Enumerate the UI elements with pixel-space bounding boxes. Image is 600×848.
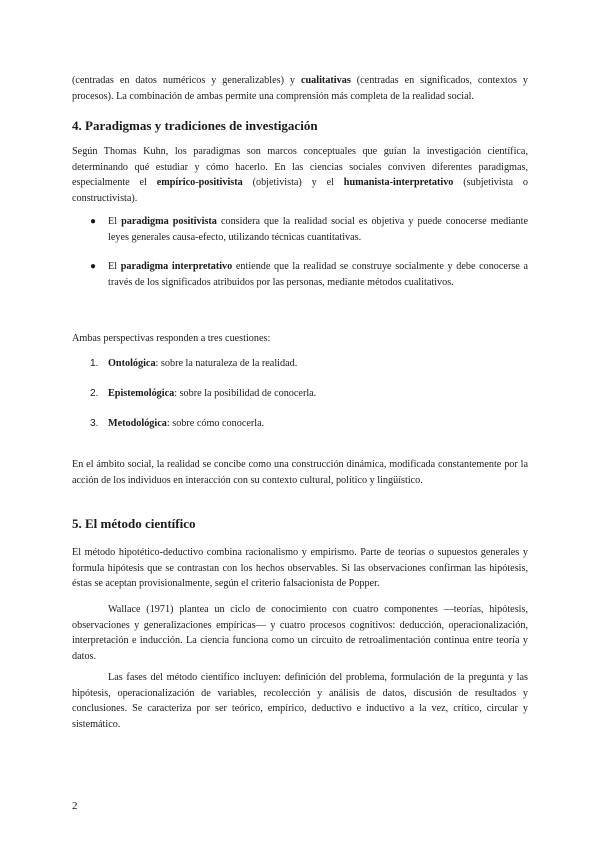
list-number: 1.	[90, 358, 99, 369]
list-number: 3.	[90, 418, 99, 429]
ambas-intro: Ambas perspectivas responden a tres cuestiones:	[72, 333, 271, 344]
section-5-paragraph-2: Wallace (1971) plantea un ciclo de conocimiento con cuatro componentes —teorías, hipótesis, observaciones y generalizaciones empíricas— y cuatro procesos cognitivos: deducción, operacionalización, interpretación e inducción. La ciencia funciona como un circuito de retroalimentación continua entre teoría y datos.	[72, 604, 528, 662]
section-4-closing: En el ámbito social, la realidad se concibe como una construcción dinámica, modificada constantemente por la acción de los individuos en interacción con su contexto cultural, político y lingüístico.	[72, 459, 528, 486]
section-5-paragraph-3: Las fases del método científico incluyen: definición del problema, formulación de la pregunta y las hipótesis, operacionalización de variables, recolección y análisis de datos, discusión de resultados y conclusiones. Se caracteriza por ser teórico, empírico, deductivo e inductivo a la vez, crítico, circular y sistemático.	[72, 672, 528, 730]
list-item: Metodológica: sobre cómo conocerla.	[108, 418, 265, 429]
list-item: El paradigma positivista considera que la realidad social es objetiva y puede conocerse mediante leyes generales causa-efecto, utilizando técnicas cuantitativas.	[108, 216, 528, 243]
section-4-intro: Según Thomas Kuhn, los paradigmas son marcos conceptuales que guían la investigación científica, determinando qué estudiar y cómo hacerlo. En las ciencias sociales conviven diferentes paradigmas, especialmente el empírico-positivista (objetivista) y el humanista-interpretativo (subjetivista o constructivista).	[72, 146, 528, 204]
section-4-heading: 4. Paradigmas y tradiciones de investigación	[72, 118, 318, 133]
list-number: 2.	[90, 388, 99, 399]
list-item: Epistemológica: sobre la posibilidad de conocerla.	[108, 388, 317, 399]
section-5-heading: 5. El método científico	[72, 516, 196, 531]
list-item: Ontológica: sobre la naturaleza de la realidad.	[108, 358, 298, 369]
bullet-icon: ●	[90, 261, 97, 272]
page-number: 2	[72, 800, 78, 812]
paragraph-continuation: (centradas en datos numéricos y generalizables) y cualitativas (centradas en significados, contextos y procesos). La combinación de ambas permite una comprensión más completa de la realidad social.	[72, 75, 528, 102]
bullet-icon: ●	[90, 216, 97, 227]
section-5-paragraph-1: El método hipotético-deductivo combina racionalismo y empirismo. Parte de teorías o supuestos generales y formula hipótesis que se contrastan con los hechos observables. Si las observaciones confirman las hipótesis, éstas se aceptan provisionalmente, según el criterio falsacionista de Popper.	[72, 547, 528, 590]
list-item: El paradigma interpretativo entiende que la realidad se construye socialmente y debe conocerse a través de los significados atribuidos por las personas, mediante métodos cualitativos.	[108, 261, 528, 288]
